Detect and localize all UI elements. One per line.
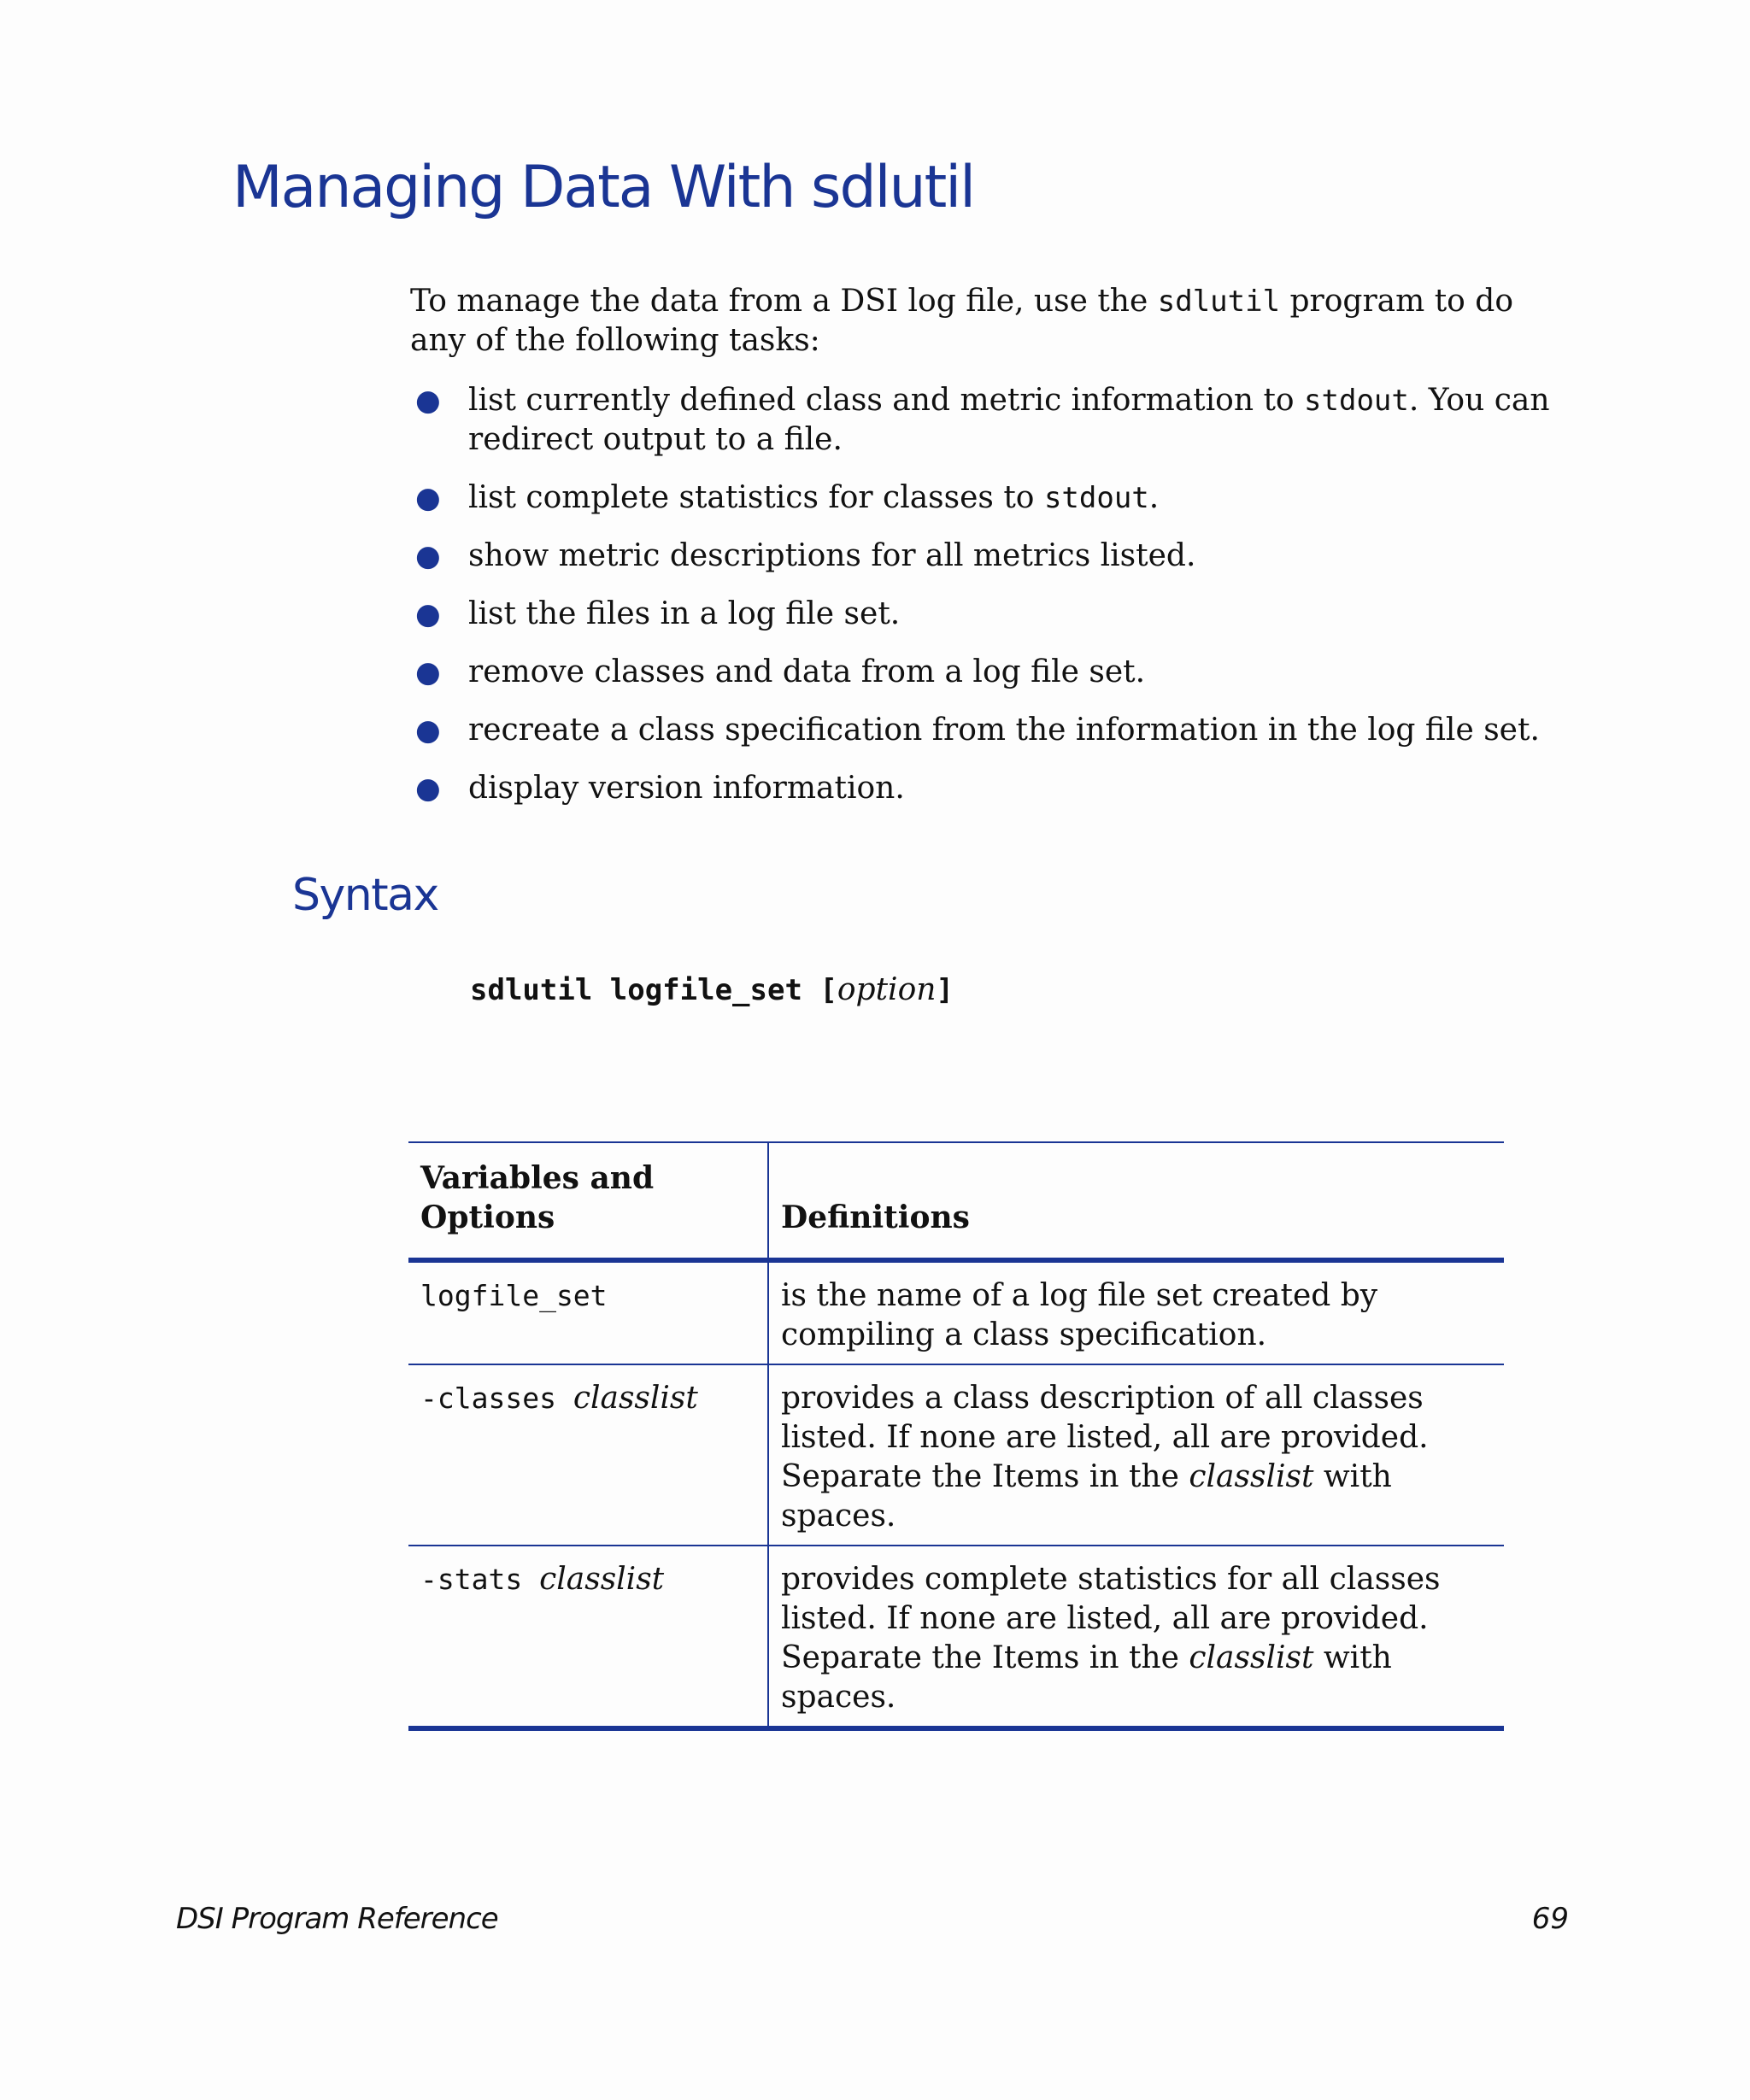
footer-book-title: DSI Program Reference [176,1902,498,1936]
list-item-text: recreate a class specification from the information in the log file set. [468,713,1540,748]
list-item [410,711,1572,750]
option-cell [408,1260,768,1364]
option-italic: classlist [539,1562,665,1597]
list-item [410,381,1572,460]
table-header-row [408,1142,1504,1260]
list-item-text: display version information. [468,771,905,806]
list-item-text: list the files in a log file set. [468,596,901,631]
table-row [408,1364,1504,1546]
syntax-option: option [837,972,937,1007]
definition-text: is the name of a log file set created by compiling a class specification. [781,1278,1378,1352]
list-item [410,595,1572,634]
list-item [410,537,1572,576]
option-italic: classlist [573,1381,698,1416]
intro-code: sdlutil [1157,284,1281,319]
option-cell [408,1364,768,1546]
definition-text: provides a class description of all classes listed. If none are listed, all are provided. Separate the Items in the [781,1381,1429,1494]
table-row [408,1260,1504,1364]
syntax-close: ] [936,973,954,1007]
list-item-text: remove classes and data from a log file set. [468,654,1146,689]
bullet-icon: ● [415,539,441,573]
list-item-code: stdout [1043,481,1149,515]
definition-text-after: with spaces. [781,1640,1392,1715]
list-item-text: list complete statistics for classes to [468,480,1044,515]
bullet-icon: ● [415,597,441,631]
intro-text-after: program to do any of the following tasks: [410,284,1514,358]
list-item-text: list currently defined class and metric information to [468,383,1305,418]
page-number: 69 [1531,1902,1569,1936]
list-item-code: stdout [1304,384,1409,418]
list-item [410,769,1572,808]
definition-text-after: with spaces. [781,1459,1392,1534]
syntax-heading: Syntax [292,870,438,921]
bullet-icon: ● [415,713,441,748]
intro-text-before: To manage the data from a DSI log file, use the [410,284,1158,319]
definition-cell [768,1364,1504,1546]
intro-paragraph [410,282,1572,361]
option-code: -stats [420,1563,540,1596]
definition-cell [768,1260,1504,1364]
definitions-table [408,1141,1504,1731]
option-code: -classes [420,1381,573,1415]
column-header-definitions: Definitions [781,1200,970,1235]
option-code: logfile_set [420,1279,608,1312]
definition-italic: classlist [1189,1459,1314,1494]
option-cell [408,1546,768,1728]
definition-italic: classlist [1189,1640,1314,1675]
bullet-icon: ● [415,384,441,418]
table-row [408,1546,1504,1728]
definition-text: provides complete statistics for all classes listed. If none are listed, all are provided. Separate the Items in the [781,1562,1441,1675]
bullet-icon: ● [415,655,441,689]
page-title: Managing Data With sdlutil [232,154,975,221]
column-header-options: Variables and Options [408,1142,768,1260]
list-item-text-after: . You can redirect output to a file. [468,383,1550,457]
list-item [410,653,1572,692]
definition-cell [768,1546,1504,1728]
list-item-text-after: . [1148,480,1160,515]
bullet-icon: ● [415,481,441,515]
bullet-icon: ● [415,771,441,806]
syntax-command [470,972,954,1007]
list-item-text: show metric descriptions for all metrics listed. [468,538,1196,573]
task-list [410,381,1572,827]
list-item [410,478,1572,518]
syntax-command-text: sdlutil logfile_set [ [470,973,837,1007]
